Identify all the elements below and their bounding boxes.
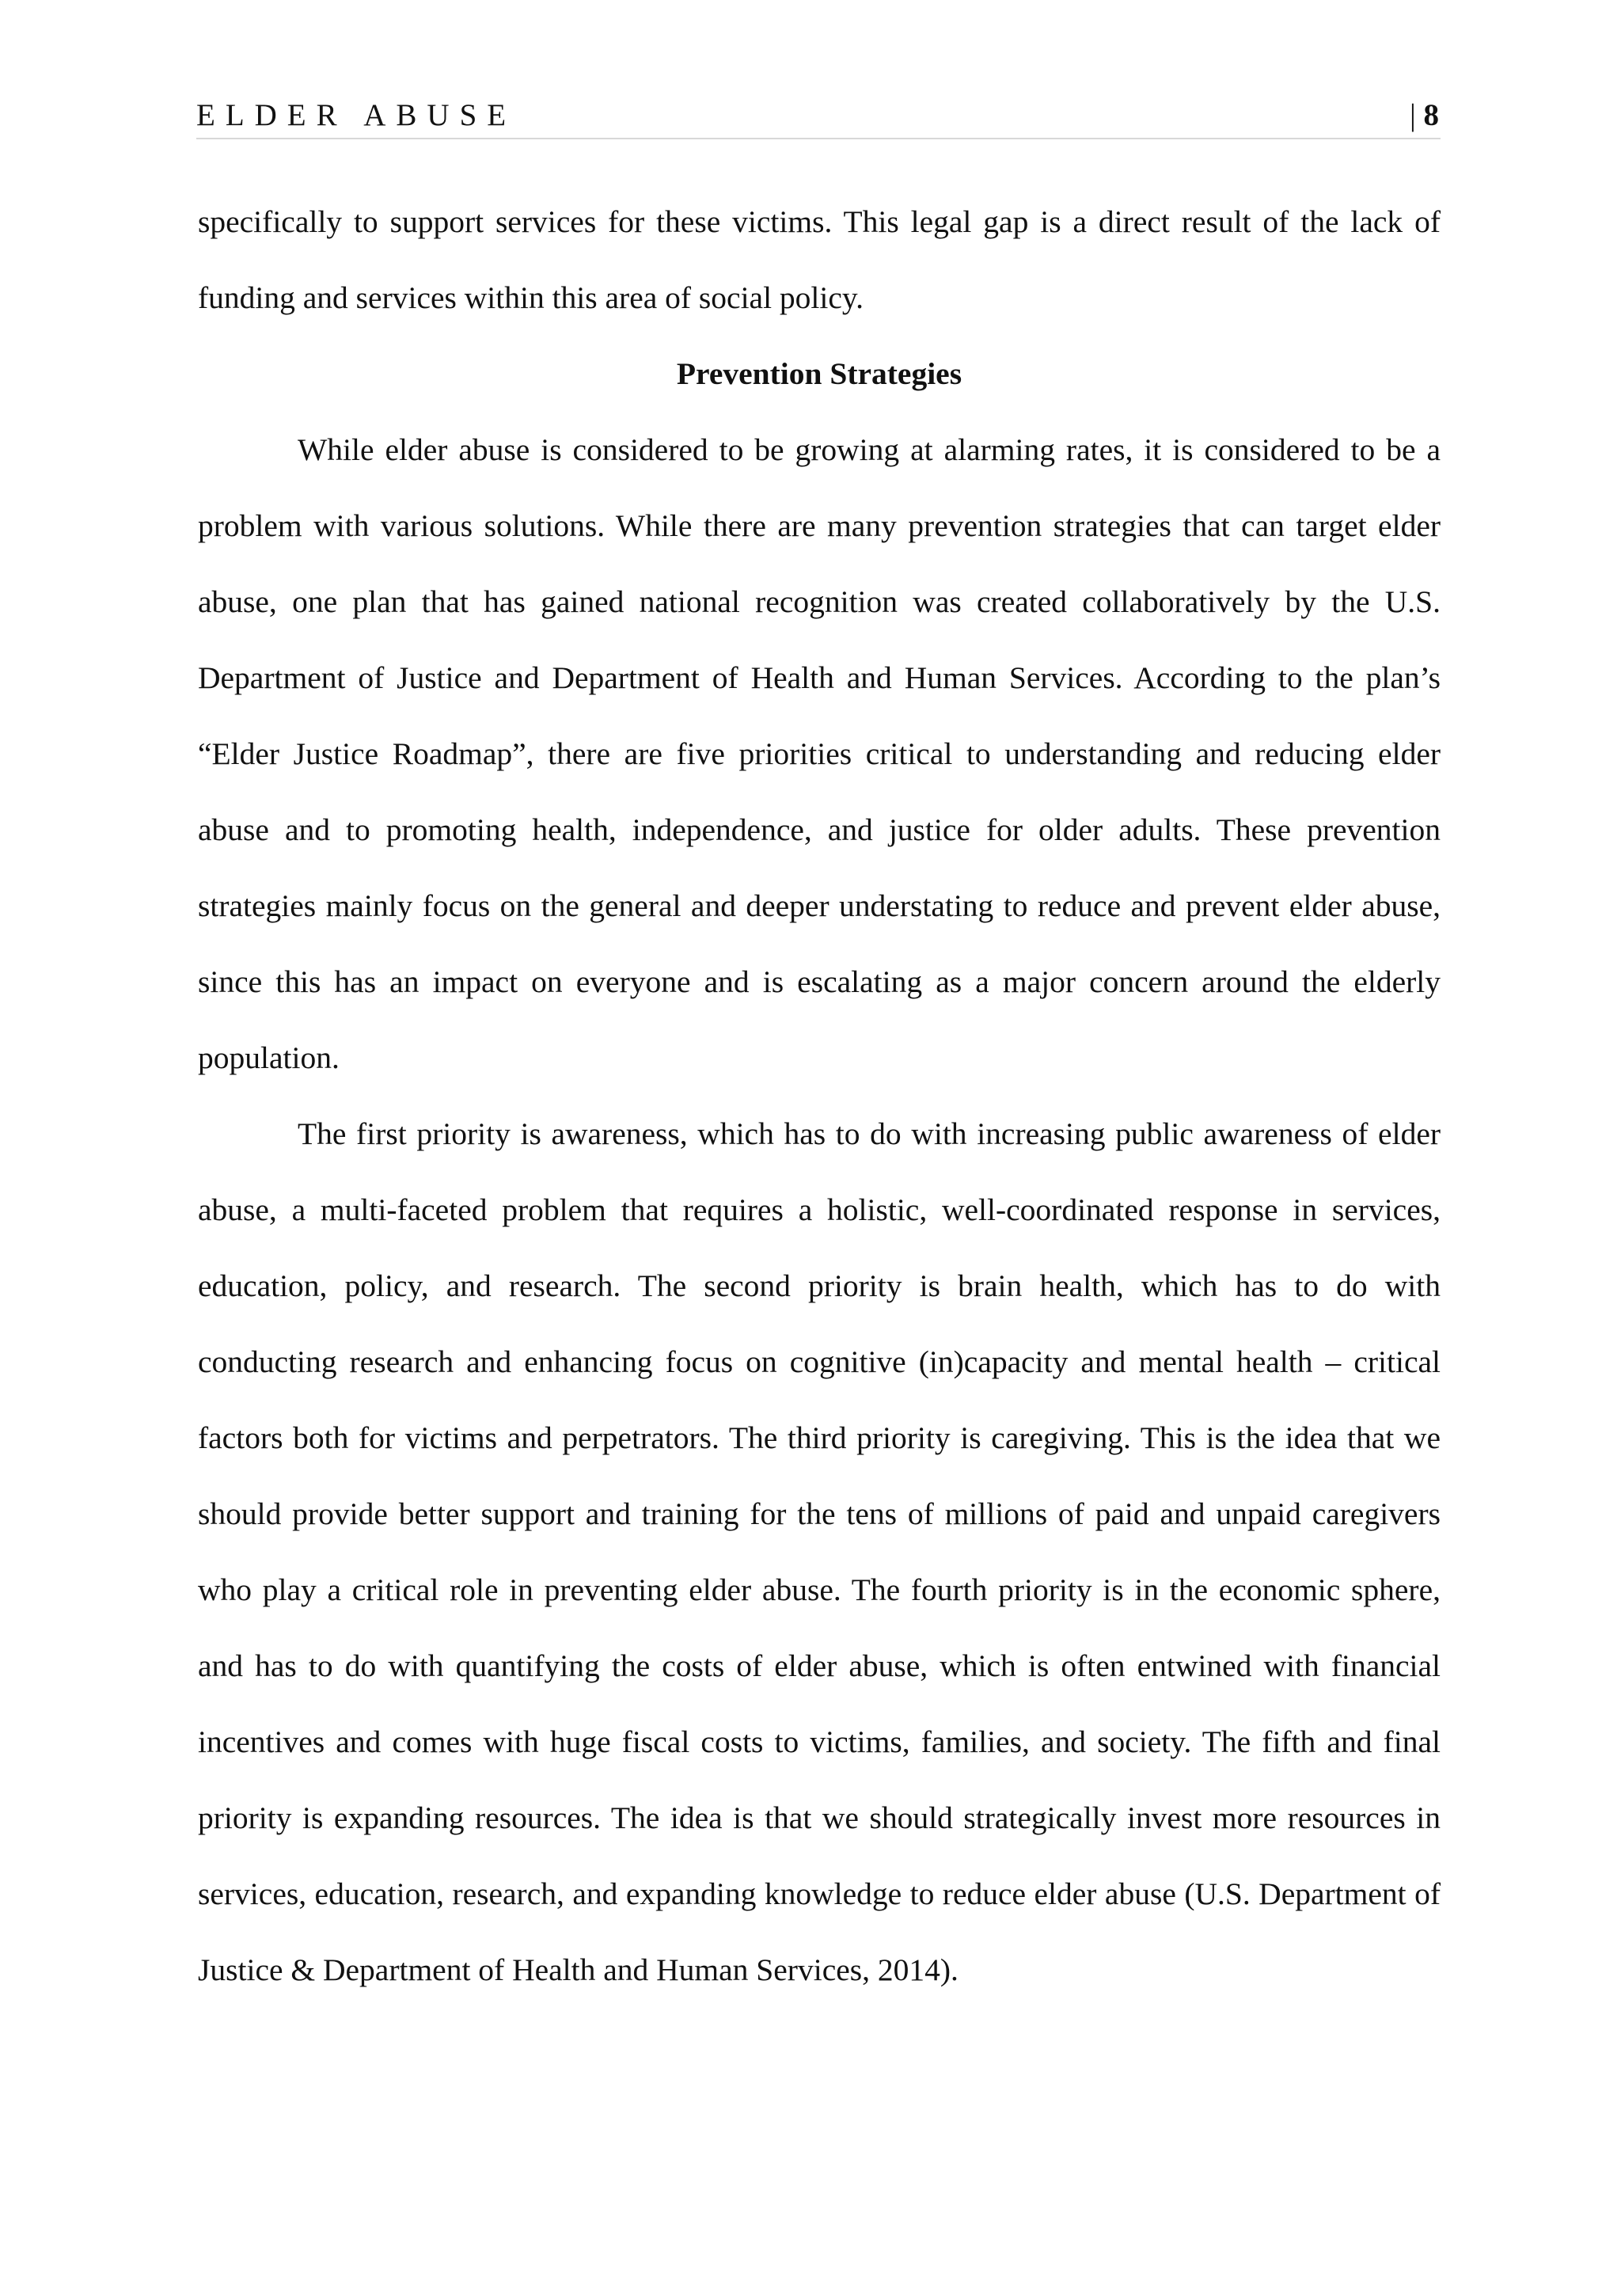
page-number: 8	[1423, 98, 1439, 132]
header-separator: |	[1409, 98, 1416, 132]
running-title: ELDER ABUSE	[196, 98, 517, 132]
running-header	[196, 93, 1441, 139]
body-text	[198, 184, 1441, 2008]
page-number-label	[1410, 93, 1439, 138]
paragraph-five-priorities: The first priority is awareness, which has to do with increasing public awareness of elder abuse, a multi-faceted problem that requires a holistic, well-coordinated response in services, education, policy, and research. The second priority is brain health, which has to do with conducting research and enhancing focus on cognitive (in)capacity and mental health – critical factors both for victims and perpetrators. The third priority is caregiving. This is the idea that we should provide better support and training for the tens of millions of paid and unpaid caregivers who play a critical role in preventing elder abuse. The fourth priority is in the economic sphere, and has to do with quantifying the costs of elder abuse, which is often entwined with financial incentives and comes with huge fiscal costs to victims, families, and society. The fifth and final priority is expanding resources. The idea is that we should strategically invest more resources in services, education, research, and expanding knowledge to reduce elder abuse (U.S. Department of Justice & Department of Health and Human Services, 2014).	[198, 1116, 1441, 1987]
paragraph-prevention-overview: While elder abuse is considered to be growing at alarming rates, it is considered to be a problem with various solutions. While there are many prevention strategies that can target elder abuse, one plan that has gained national recognition was created collaboratively by the U.S. Department of Justice and Department of Health and Human Services. According to the plan’s “Elder Justice Roadmap”, there are five priorities critical to understanding and reducing elder abuse and to promoting health, independence, and justice for older adults. These prevention strategies mainly focus on the general and deeper understating to reduce and prevent elder abuse, since this has an impact on everyone and is escalating as a major concern around the elderly population.	[198, 432, 1441, 1075]
continuation-paragraph: specifically to support services for these victims. This legal gap is a direct result of the lack of funding and services within this area of social policy.	[198, 204, 1441, 315]
section-heading: Prevention Strategies	[676, 356, 962, 391]
